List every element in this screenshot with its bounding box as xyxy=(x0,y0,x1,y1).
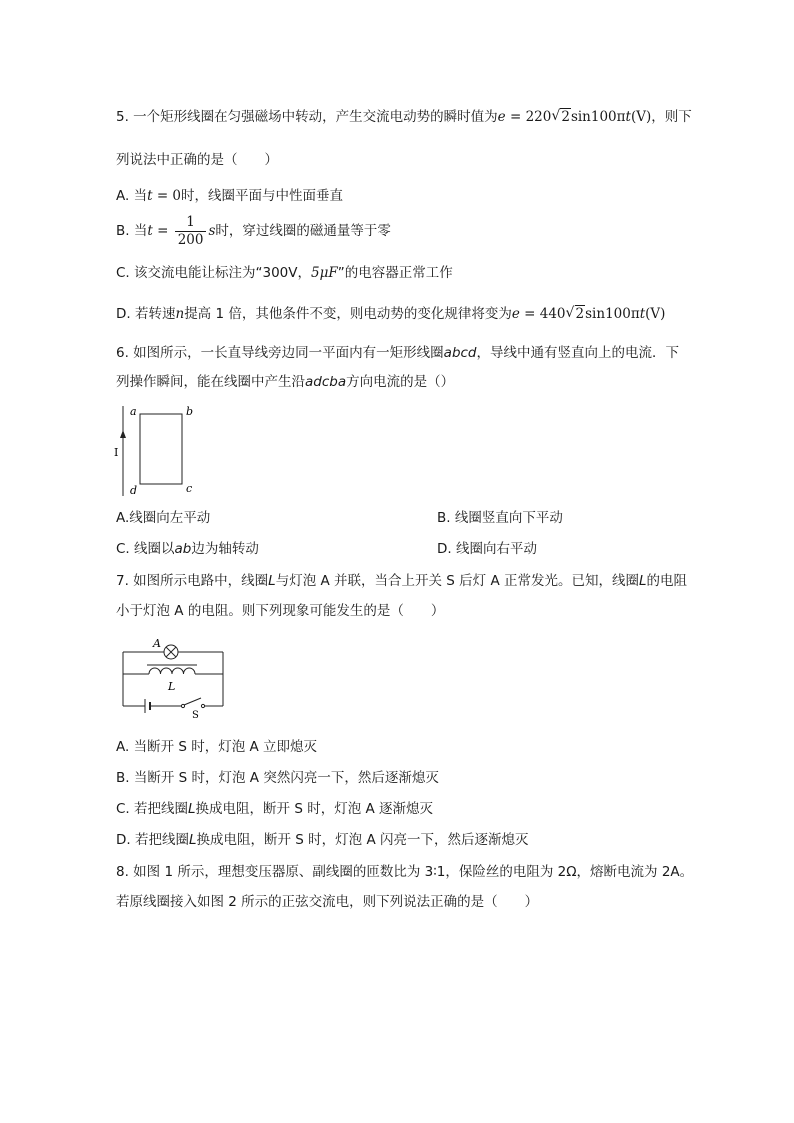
q5-option-a: A. 当t = 0时，线圈平面与中性面垂直 xyxy=(116,188,344,204)
q6-option-b: B. 线圈竖直向下平动 xyxy=(437,510,563,526)
fraction-1-over-200: $\frac{1}{200}$ xyxy=(175,214,207,249)
q8-stem-line1: 8. 如图 1 所示，理想变压器原、副线圈的匝数比为 3∶1，保险丝的电阻为 2Ω，熔断电流为 2A。 xyxy=(116,864,694,880)
rectangular-coil xyxy=(140,414,182,484)
label-a: a xyxy=(130,405,137,418)
current-up-arrow xyxy=(120,430,126,438)
q7-stem-line2: 小于灯泡 A 的电阻。则下列现象可能发生的是（ ） xyxy=(116,603,445,619)
q7-option-b: B. 当断开 S 时，灯泡 A 突然闪亮一下，然后逐渐熄灭 xyxy=(116,770,439,786)
q5-stem-line1: 5. 一个矩形线圈在匀强磁场中转动，产生交流电动势的瞬时值为e = 220√ 2sin100πt(V)，则下 xyxy=(116,107,692,127)
label-switch-S: S xyxy=(192,710,199,721)
q8-stem-line2: 若原线圈接入如图 2 所示的正弦交流电，则下列说法正确的是（ ） xyxy=(116,894,539,910)
switch-icon xyxy=(181,698,204,708)
q6-figure-wire-and-coil xyxy=(110,400,210,500)
q6-stem-line2: 列操作瞬间，能在线圈中产生沿adcba方向电流的是（） xyxy=(116,374,455,390)
q5-stem-line2: 列说法中正确的是（ ） xyxy=(116,152,278,168)
q7-stem-line1: 7. 如图所示电路中，线圈L与灯泡 A 并联，当合上开关 S 后灯 A 正常发光。已知，线圈L的电阻 xyxy=(116,573,688,589)
q5-stem-text: 5. 一个矩形线圈在匀强磁场中转动，产生交流电动势的瞬时值为 xyxy=(116,109,498,125)
q5-option-c: C. 该交流电能让标注为“300V，5μF”的电容器正常工作 xyxy=(116,265,453,281)
battery-icon xyxy=(145,699,150,713)
q6-option-c: C. 线圈以ab边为轴转动 xyxy=(116,541,259,557)
label-lamp-A: A xyxy=(153,637,161,650)
q7-option-a: A. 当断开 S 时，灯泡 A 立即熄灭 xyxy=(116,739,318,755)
q7-circuit-figure xyxy=(115,636,235,721)
q7-option-d: D. 若把线圈L换成电阻，断开 S 时，灯泡 A 闪亮一下，然后逐渐熄灭 xyxy=(116,832,529,848)
lamp-icon xyxy=(164,645,178,659)
q6-option-a: A.线圈向左平动 xyxy=(116,510,211,526)
label-c: c xyxy=(186,482,193,495)
label-b: b xyxy=(186,405,194,418)
label-inductor-L: L xyxy=(168,680,176,693)
q5-option-b: B. 当t = $\frac{1}{200}$ s时，穿过线圈的磁通量等于零 xyxy=(116,213,391,248)
q7-option-c: C. 若把线圈L换成电阻，断开 S 时，灯泡 A 逐渐熄灭 xyxy=(116,801,434,817)
label-current-I: I xyxy=(114,446,119,459)
q5-option-d: D. 若转速n提高 1 倍，其他条件不变，则电动势的变化规律将变为e = 440√ 2sin100πt(V) xyxy=(116,304,665,324)
q6-option-d: D. 线圈向右平动 xyxy=(437,541,537,557)
label-d: d xyxy=(130,484,138,497)
inductor-coil-icon xyxy=(147,665,197,674)
q5-emf-formula: e = 220√ 2sin100πt(V) xyxy=(498,109,652,125)
q6-stem-line1: 6. 如图所示，一长直导线旁边同一平面内有一矩形线圈abcd，导线中通有竖直向上的电流．下 xyxy=(116,345,680,361)
